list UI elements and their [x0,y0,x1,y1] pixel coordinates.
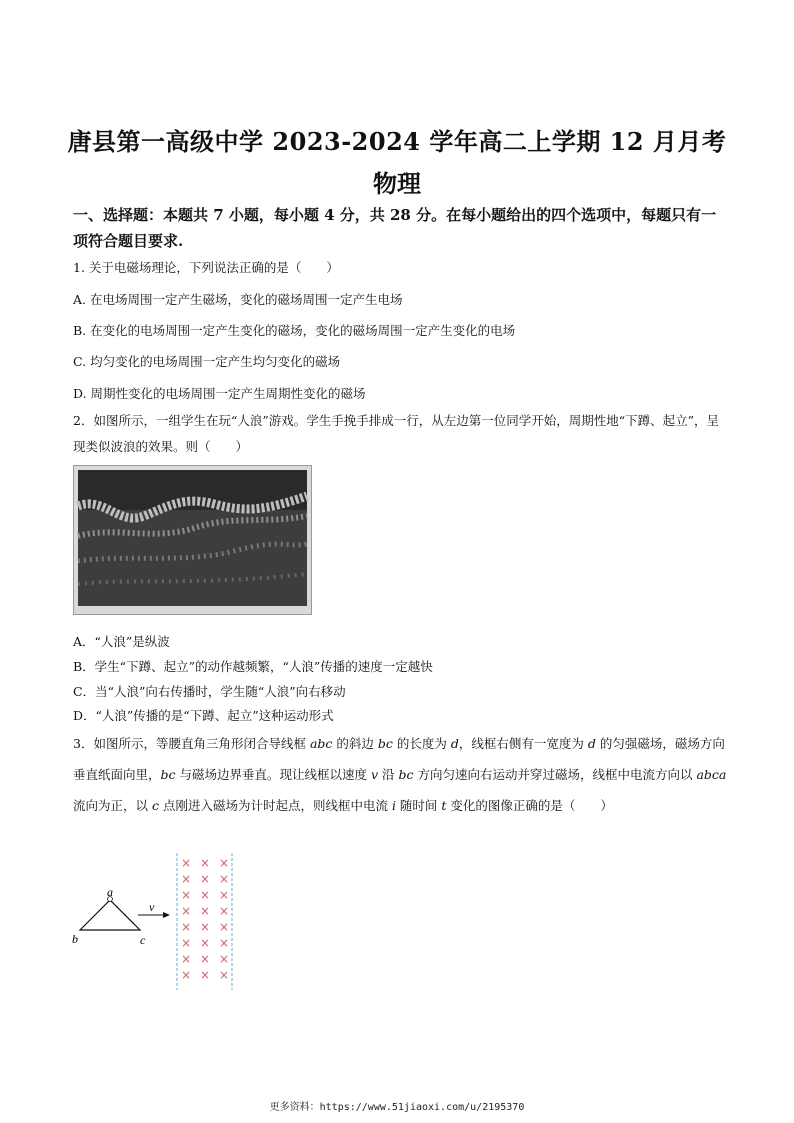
field-cross-mark: × [200,936,211,950]
question-1-option-d: D. 周期性变化的电场周围一定产生周期性变化的磁场 [73,386,366,401]
question-2-stem: 2．如图所示，一组学生在玩“人浪”游戏。学生手挽手排成一行，从左边第一位同学开始，周期性地“下蹲、起立”，呈现类似波浪的效果。则（ ） [73,413,720,454]
magnetic-field-marks [181,856,229,982]
question-1-stem: 1. 关于电磁场理论，下列说法正确的是（ ） [73,260,339,275]
field-cross-mark: × [181,872,192,886]
field-cross-mark: × [181,920,192,934]
field-cross-mark: × [219,936,230,950]
field-cross-mark: × [219,856,230,870]
vertex-c-label: c [140,933,146,947]
human-wave-photo [73,465,312,615]
field-cross-mark: × [200,968,211,982]
field-cross-mark: × [219,920,230,934]
subject-title: 物理 [373,169,421,198]
field-cross-mark: × [181,936,192,950]
field-cross-mark: × [181,904,192,918]
footer-link: 更多资料：https://www.51jiaoxi.com/u/2195370 [269,1102,525,1113]
velocity-label: v [149,900,155,914]
field-cross-mark: × [181,952,192,966]
field-cross-mark: × [181,888,192,902]
question-1-option-a: A. 在电场周围一定产生磁场，变化的磁场周围一定产生电场 [73,292,403,307]
field-cross-mark: × [181,856,192,870]
question-3-stem: 3．如图所示，等腰直角三角形闭合导线框 abc 的斜边 bc 的长度为 d，线框右侧有一宽度为 d 的匀强磁场，磁场方向垂直纸面向里，bc 与磁场边界垂直。现让线框以速度 v 沿 bc 方向匀速向右运动并穿过磁场，线框中电流方向以 abca 流向为正，以 c 点刚进入磁场为计时起点，则线框中电流 i 随时间 t 变化的图像正确的是（ ） [73,736,727,813]
field-cross-mark: × [219,968,230,982]
question-2-option-a: A．“人浪”是纵波 [73,634,170,649]
field-cross-mark: × [219,888,230,902]
section-heading: 一、选择题：本题共 7 小题，每小题 4 分，共 28 分。在每小题给出的四个选项中，每题只有一项符合题目要求. [73,206,717,250]
field-cross-mark: × [200,904,211,918]
field-cross-mark: × [200,888,211,902]
field-cross-mark: × [219,872,230,886]
exam-title: 唐县第一高级中学 2023-2024 学年高二上学期 12 月月考 [67,127,727,156]
vertex-a-label: a [107,885,113,899]
question-1-option-c: C. 均匀变化的电场周围一定产生均匀变化的磁场 [73,354,341,369]
triangle-frame [80,900,140,930]
question-2-option-d: D．“人浪”传播的是“下蹲、起立”这种运动形式 [73,708,334,723]
question-3-figure [66,850,246,995]
field-cross-mark: × [200,856,211,870]
field-cross-mark: × [200,872,211,886]
question-2-option-b: B．学生“下蹲、起立”的动作越频繁，“人浪”传播的速度一定越快 [73,659,433,674]
field-cross-mark: × [200,952,211,966]
vertex-b-label: b [72,932,78,946]
question-1-option-b: B. 在变化的电场周围一定产生变化的磁场，变化的磁场周围一定产生变化的电场 [73,323,516,338]
field-cross-mark: × [219,904,230,918]
field-cross-mark: × [219,952,230,966]
question-2-option-c: C．当“人浪”向右传播时，学生随“人浪”向右移动 [73,684,346,699]
field-cross-mark: × [200,920,211,934]
field-cross-mark: × [181,968,192,982]
